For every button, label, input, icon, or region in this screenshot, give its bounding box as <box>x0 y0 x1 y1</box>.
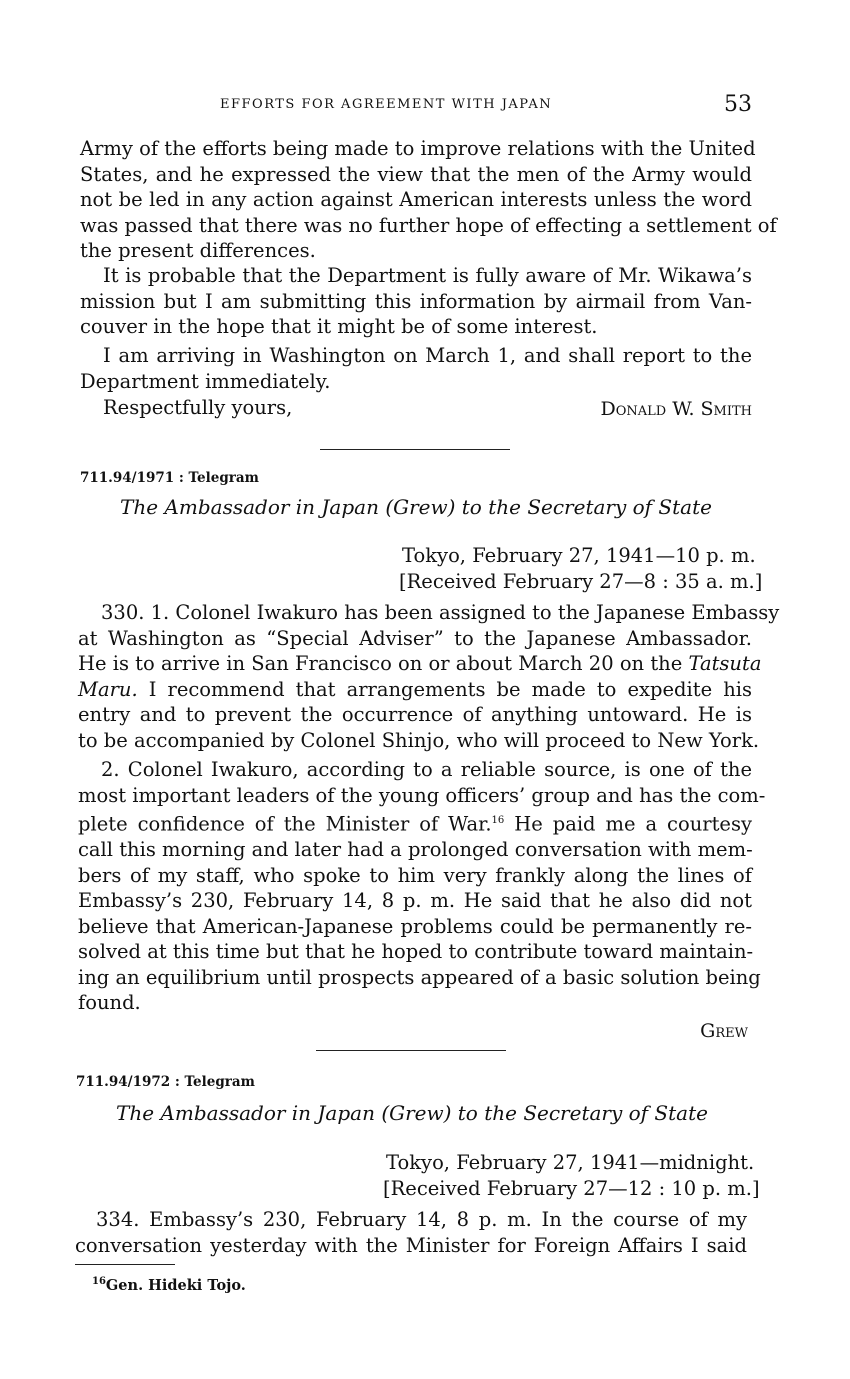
text-line: Department immediately. <box>80 369 331 393</box>
text-line: was passed that there was no further hope of effecting a settlement of <box>80 213 777 237</box>
letter-paragraph-2 <box>80 263 752 340</box>
footnote-reference: 16 <box>491 815 505 826</box>
signature-smith: Donald W. Smith <box>600 398 752 420</box>
dateline <box>383 1150 760 1201</box>
text-line: It is probable that the Department is fully aware of Mr. Wikawa’s <box>103 264 752 287</box>
text-line <box>78 677 752 703</box>
text-segment: He is to arrive in San Francisco on or about March 20 on the <box>78 652 683 675</box>
text-line: 334. Embassy’s 230, February 14, 8 p. m. In the course of my <box>96 1208 747 1231</box>
telegram-paragraph-3 <box>75 1207 747 1258</box>
text-segment: He paid me a courtesy <box>514 812 753 836</box>
separator-rule <box>320 449 510 450</box>
separator-rule <box>316 1050 506 1051</box>
text-segment: plete confidence of the Minister of War. <box>78 812 492 836</box>
letter-paragraph-1 <box>80 136 777 264</box>
text-line: found. <box>78 991 141 1014</box>
dateline <box>399 543 763 594</box>
document-title: The Ambassador in Japan (Grew) to the Secretary of State <box>116 1101 708 1125</box>
text-line: I am arriving in Washington on March 1, and shall report to the <box>103 344 752 367</box>
text-line: Embassy’s 230, February 14, 8 p. m. He said that he also did not <box>78 889 752 912</box>
dateline-text: Tokyo, February 27, 1941—10 p. m. <box>402 544 756 567</box>
text-line: entry and to prevent the occurrence of anything untoward. He is <box>78 703 752 726</box>
footnote-number: 16 <box>92 1276 106 1287</box>
ship-name: Maru. <box>78 677 138 701</box>
document-reference: 711.94/1972 : Telegram <box>76 1074 255 1090</box>
text-segment: I recommend that arrangements be made to expedite his <box>148 677 753 701</box>
text-line: 330. 1. Colonel Iwakuro has been assigned to the Japanese Embassy <box>101 601 780 624</box>
text-line <box>78 808 752 837</box>
text-line: solved at this time but that he hoped to contribute toward maintain- <box>78 940 754 963</box>
text-line: to be accompanied by Colonel Shinjo, who will proceed to New York. <box>78 728 760 752</box>
ship-name: Tatsuta <box>688 652 762 675</box>
footnote <box>92 1276 246 1294</box>
text-line: couver in the hope that it might be of some interest. <box>80 315 598 338</box>
document-title: The Ambassador in Japan (Grew) to the Secretary of State <box>120 495 712 519</box>
footnote-text: Gen. Hideki Tojo. <box>105 1276 246 1294</box>
footnote-rule <box>75 1264 175 1265</box>
text-line: 2. Colonel Iwakuro, according to a reliable source, is one of the <box>101 758 752 781</box>
page-number: 53 <box>724 92 752 117</box>
text-line: at Washington as “Special Adviser” to the Japanese Ambassador. <box>78 626 752 650</box>
running-head <box>80 92 752 120</box>
text-line: not be led in any action against American interests unless the word <box>80 188 752 211</box>
text-line: bers of my staff, who spoke to him very frankly along the lines of <box>78 863 752 887</box>
text-line: call this morning and later had a prolonged conversation with mem- <box>78 838 753 861</box>
text-line: the present differences. <box>80 239 316 262</box>
received-text: [Received February 27—12 : 10 p. m.] <box>383 1176 760 1200</box>
dateline-text: Tokyo, February 27, 1941—midnight. <box>386 1151 755 1174</box>
received-text: [Received February 27—8 : 35 a. m.] <box>399 569 763 593</box>
letter-paragraph-3 <box>80 343 752 394</box>
telegram-paragraph-2 <box>78 757 766 1016</box>
text-line: mission but I am submitting this information by airmail from Van- <box>80 289 752 313</box>
text-line: ing an equilibrium until prospects appeared of a basic solution being <box>78 965 761 989</box>
signature-grew-1: Grew <box>700 1020 748 1042</box>
text-line: Army of the efforts being made to improve relations with the United <box>80 137 756 160</box>
text-line: most important leaders of the young officers’ group and has the com- <box>78 783 766 807</box>
document-reference: 711.94/1971 : Telegram <box>80 470 259 486</box>
text-line: believe that American-Japanese problems could be permanently re- <box>78 914 752 938</box>
text-line <box>78 651 762 677</box>
running-title: EFFORTS FOR AGREEMENT WITH JAPAN <box>220 97 553 112</box>
text-line: States, and he expressed the view that the men of the Army would <box>80 162 752 186</box>
telegram-paragraph-1 <box>78 600 780 753</box>
closing: Respectfully yours, <box>103 396 293 419</box>
text-line: conversation yesterday with the Minister for Foreign Affairs I said <box>75 1233 747 1257</box>
